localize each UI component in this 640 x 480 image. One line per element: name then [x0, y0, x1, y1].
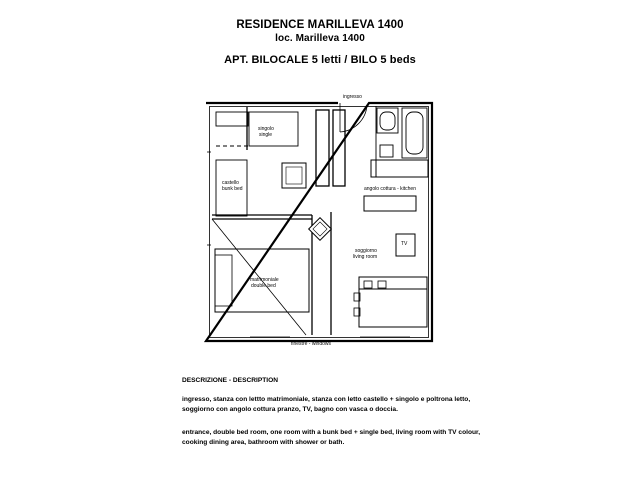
apartment-type: APT. BILOCALE 5 letti / BILO 5 beds [224, 54, 416, 66]
tv-label: TV [401, 241, 408, 247]
living-room-label-en: living room [353, 254, 378, 260]
single-bed-label-en: single [259, 132, 273, 138]
dining-table [359, 289, 427, 327]
entrance-label: ingresso [343, 94, 362, 100]
description-italian: ingresso, stanza con lettto matrimoniale, stanza con letto castello + singolo e poltrona letto, soggiorno con angolo cottura pranzo, TV, bagno con vasca o doccia. [182, 396, 471, 413]
kitchen-bench [364, 196, 416, 211]
description-english: entrance, double bed room, one room with a bunk bed + single bed, living room with TV colour, cooking dining area, bathroom with shower or bath. [182, 429, 481, 446]
description-heading: DESCRIZIONE - DESCRIPTION [182, 377, 278, 384]
double-bed-label: matrimoniale [250, 277, 279, 283]
single-bed-label: singolo [258, 126, 274, 132]
windows-label: finestre - windows [291, 341, 332, 347]
bunk-bed-label-en: bunk bed [222, 186, 243, 192]
bunk-bed-label: castello [222, 180, 239, 186]
entrance-door [340, 103, 367, 132]
double-bed-pillows [215, 255, 232, 306]
double-bed-label-en: double bed [251, 283, 276, 289]
sofa-back [359, 277, 427, 289]
location-subtitle: loc. Marilleva 1400 [275, 33, 365, 44]
kitchen-counter [371, 160, 428, 177]
kitchen-label: angolo cottura - kitchen [364, 186, 416, 192]
residence-title: RESIDENCE MARILLEVA 1400 [236, 19, 404, 31]
living-room-label: soggiorno [355, 248, 377, 254]
bathroom [376, 106, 427, 160]
single-bed [216, 112, 298, 146]
armchair-seat [286, 167, 302, 184]
